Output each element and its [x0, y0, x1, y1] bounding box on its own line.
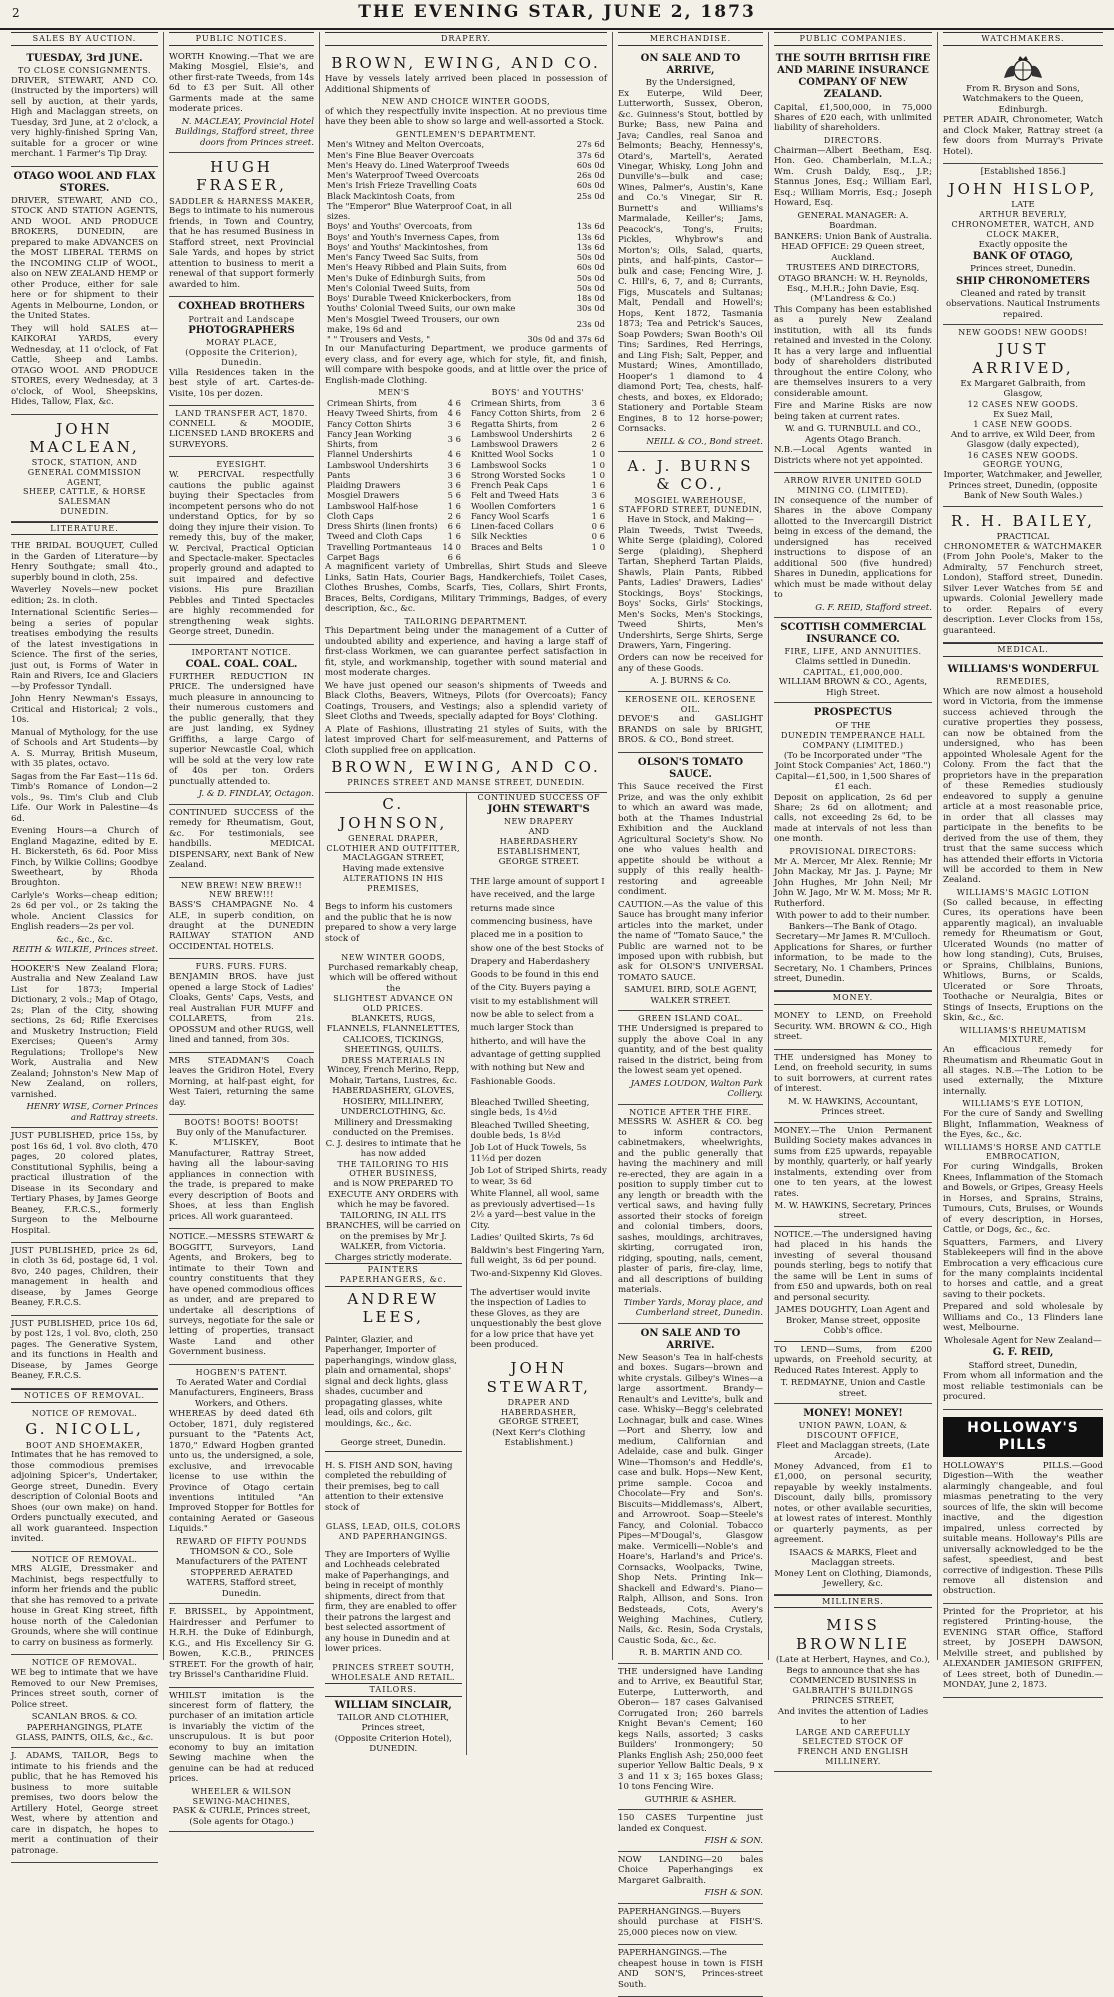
price-value: 18s 0d: [576, 293, 605, 304]
price-item: Boys' and Youths' Mackintoshes, from: [327, 241, 489, 252]
price-row: [325, 242, 607, 252]
advert-coal: IMPORTANT NOTICE. COAL. COAL. COAL. FURTHER REDUCTION IN PRICE. The undersigned have much pleasure in announcing to their numerous customers and the public generally, that they are just landing, ex Sydney Griffiths, a large Cargo of superior Newcastle Coal, which will be sold at the very low rate of 40s per ton. Orders punctually attended to. J. & D. FINDLAY, Octagon.: [169, 645, 314, 805]
price-item: Fancy Wool Scarfs: [471, 510, 549, 521]
advert-arrow-river: ARROW RIVER UNITED GOLD MINING CO. (LIMITED). IN consequence of the number of Shares in the above Company allotted to the Invercargill District being in excess of the demand, the undersigned has received instructions to dispose of an additional 500 (five hundred) Shares in Dunedin, applications for which must be made without delay to G. F. REID, Stafford street.: [774, 473, 932, 618]
price-value: 1 6: [447, 500, 461, 511]
price-value: 1 0: [591, 541, 605, 552]
price-row: [325, 449, 463, 459]
price-item: Cloth Caps: [327, 510, 374, 521]
price-value: 2 6: [591, 408, 605, 419]
advert-turpentine: 150 CASES Turpentine just landed ex Conquest. FISH & SON.: [618, 1810, 763, 1851]
price-value: 5 6: [447, 490, 461, 501]
price-row: [325, 150, 607, 160]
price-item: Fancy Jean Working Shirts, from: [327, 428, 412, 450]
printer-imprint: Printed for the Proprietor, at his registered Printing-house, the EVENING STAR Office, Stafford street, by JOSEPH DAWSON, Melville street, and published by ALEXANDER JAMIESON GRIFFEN, of Lees street, both of Dunedin.—MONDAY, June 2, 1873.: [943, 1604, 1103, 1698]
price-value: 3 6: [447, 459, 461, 470]
price-row: [325, 480, 463, 490]
price-item: Men's Duke of Edinburgh Suits, from: [327, 272, 486, 283]
price-value: 50s 0d: [576, 272, 605, 283]
price-row: [325, 201, 607, 222]
price-row: [469, 398, 607, 408]
price-value: 27s 6d: [576, 139, 605, 150]
price-value: 3 6: [591, 490, 605, 501]
price-value: 4 6: [447, 398, 461, 409]
price-item: Crimean Shirts, from: [471, 398, 561, 409]
advert-asher: NOTICE AFTER THE FIRE. MESSRS W. ASHER & CO. beg to inform contractors, cabinetmakers, wheelwrights, and the public generally that having the machinery and mill re-erected, they are again in a position to supply timber cut to any length or breadth with the vertical saws, and having fully assorted their stocks of foreign and colonial timbers, doors, sashes, mouldings, architraves, skirting, corrugated iron, ridging, spouting, nails, cement, plaster of paris, fire-clay, lime, and all descriptions of building materials. Timber Yards, Moray place, and Cumberland street, Dunedin.: [618, 1105, 763, 1324]
price-row: [325, 521, 463, 531]
advert-maclean: JOHN MACLEAN, STOCK, STATION, AND GENERAL COMMISSION AGENT, SHEEP, CATTLE, & HORSE SALESMAN DUNEDIN.: [11, 415, 158, 522]
price-row: [469, 490, 607, 500]
price-item: Dress Shirts (linen fronts): [327, 521, 438, 532]
price-value: 1 6: [591, 510, 605, 521]
list-item: Ladies' Quilted Skirts, 7s 6d: [470, 1233, 594, 1244]
price-item: Silk Neckties: [471, 531, 528, 542]
advert-remedy: CONTINUED SUCCESS of the remedy for Rheumatism, Gout, &c. For testimonials, see handbills. MEDICAL DISPENSARY, next Bank of New Zealand.: [169, 805, 314, 878]
section-heading-milliners: MILLINERS.: [774, 1595, 932, 1609]
advert-money-2: THE undersigned has Money to Lend, on freehold security, in sums to suit borrowers, at current rates of interest. M. W. HAWKINS, Accountant, Princes street.: [774, 1050, 932, 1123]
list-item: Bleached Twilled Sheeting, double beds, 1s 8½d: [470, 1120, 590, 1141]
price-item: " " Trousers and Vests, ": [327, 334, 431, 345]
advert-adams: J. ADAMS, TAILOR, Begs to intimate to his friends and the public, that he has Removed his business to more suitable premises, two doors below the Artillery Hotel, George street West, where by attention and care in dispatch, he hopes to merit a continuation of their patronage.: [11, 1748, 158, 1863]
advert-algie: NOTICE OF REMOVAL. MRS ALGIE, Dressmaker and Machinist, begs respectfully to inform her friends and the public that she has removed to a private house in Great King street, fifth house north of the Caledonian Grounds, where she will continue to carry on business as formerly.: [11, 1552, 158, 1656]
price-item: Men's Waterproof Tweed Overcoats: [327, 170, 479, 181]
price-value: 3 6: [447, 469, 461, 480]
price-item: Braces and Belts: [471, 541, 543, 552]
list-item: Job Lot of Striped Shirts, ready to wear, 3s 6d: [470, 1166, 607, 1187]
price-row: [325, 470, 463, 480]
price-item: Fancy Cotton Shirts: [327, 418, 412, 429]
price-value: 1 6: [591, 500, 605, 511]
brown-ewing-title: BROWN, EWING, AND CO.: [331, 53, 601, 72]
price-item: Mosgiel Drawers: [327, 490, 400, 501]
price-row: [325, 511, 463, 521]
price-item: Men's Heavy Ribbed and Plain Suits, from: [327, 262, 507, 273]
price-item: Pants: [327, 469, 351, 480]
price-row: [469, 449, 607, 459]
price-value: 1 6: [591, 480, 605, 491]
masthead: [0, 0, 1114, 30]
price-item: Flannel Undershirts: [327, 449, 413, 460]
column-heading: PUBLIC NOTICES.: [169, 32, 314, 46]
price-row: [325, 334, 607, 344]
advert-paperhangings-2: PAPERHANGINGS.—The cheapest house in town is FISH AND SON'S, Princes-street South.: [618, 1945, 763, 1997]
advert-land-transfer: LAND TRANSFER ACT, 1870. CONNELL & MOODIE, LICENSED LAND BROKERS and SURVEYORS.: [169, 406, 314, 457]
price-value: 60s 0d: [576, 262, 605, 273]
price-item: Black Mackintosh Coats, from: [327, 190, 455, 201]
page-title: THE EVENING STAR, JUNE 2, 1873: [358, 2, 756, 22]
advert-hislop: [Established 1856.] JOHN HISLOP, LATE ARTHUR BEVERLY, CHRONOMETER, WATCH, AND CLOCK MAKER, Exactly opposite the BANK OF OTAGO, Princes street, Dunedin. SHIP CHRONOMETERS Cleaned and rated by transit observations. Nautical Instruments repaired.: [943, 164, 1103, 325]
advert-hooker: HOOKER'S New Zealand Flora; Australia and New Zealand Law List for 1873; Imperial Dictionary, 2 vols.; Map of Otago, 2s; Plan of the City, showing sections, 2s 6d; Rifle Exercises and Musketry Instruction; Field Exercises; Queen's Army Regulations; Trollope's New Work, Australia and New Zealand; Johnston's New Map of New Zealand, on rollers, varnished. HENRY WISE, Corner Princes and Rattray streets.: [11, 961, 158, 1128]
section-heading-tailors: TAILORS.: [325, 1683, 462, 1697]
advert-union-pawn: MONEY! MONEY! UNION PAWN, LOAN, & DISCOUNT OFFICE, Fleet and Maclaggan streets, (Late Arcade). Money Advanced, from £1 to £1,000, on personal security, repayable by weekly instalments. Discount, daily bills, promissory notes, or other available securities, at lowest rates of interest. Monthly or quarterly payments, as per agreement. ISAACS & MARKS, Fleet and Maclaggan streets. Money Lent on Clothing, Diamonds, Jewellery, &c.: [774, 1404, 932, 1594]
price-row: [325, 314, 607, 335]
price-row: [325, 283, 607, 293]
price-value: 50s 0d: [576, 252, 605, 263]
price-row: [325, 293, 607, 303]
price-row: [469, 521, 607, 531]
advert-coach: MRS STEADMAN'S Coach leaves the Gridiron Hotel, Every Morning, at half-past eight, for West Taieri, returning the same day.: [169, 1053, 314, 1115]
advert-money-3: MONEY.—The Union Permanent Building Society makes advances in sums from £25 upwards, repayable by monthly, quarterly, or half yearly instalments, extending over from one to ten years, at the lowest rates. M. W. HAWKINS, Secretary, Princes street.: [774, 1123, 932, 1227]
price-value: 13s 6d: [576, 221, 605, 232]
advert-brissel: F. BRISSEL, by Appointment, Hairdresser and Perfumer to H.R.H. the Duke of Edinburgh, K.G., and His Excellency Sir G. Bowen, K.C.B., PRINCES STREET. For the growth of hair, try Brissel's Cantharidine Fluid.: [169, 1604, 314, 1687]
advert-brown-ewing: BROWN, EWING, AND CO. Have by vessels lately arrived been placed in possession of Additional Shipments of NEW AND CHOICE WINTER GOODS, of which they respectfully invite inspection. At no previous time have they been able to show so large and well-assorted a Stock. GENTLEMEN'S DEPARTMENT. Men's Witney and Melton Overcoats, 27s 6d Men's Fine Blue Beaver Overcoats 37s 6d Men's Heavy do. Lined Waterproof Tweeds 60s 0d Men's Waterproof Tweed Overcoats 26s 0d Men's Irish Frieze Travelling Coats 60s 0d Black Mackintosh Coats, from 25s 0d The "Emperor" Blue Waterproof Coat, in all sizes. Boys' and Youths' Overcoats, from 13s 6d Boys' and Youth's Inverness Capes, from 13s 6d Boys' and Youths' Mackintoshes, from 13s 6d Men's Fancy Tweed Sac Suits, from 50s 0d Men's Heavy Ribbed and Plain Suits, from 60s 0d Men's Duke of Edinburgh Suits, from 50s 0d Men's Colonial Tweed Suits, from 50s 0d Boys' Durable Tweed Knickerbockers, from 18s 0d Youths' Colonial Tweed Suits, our own make 30s 0d Men's Mosgiel Tweed Trousers, our own make, 19s 6d and 23s 0d " " Trousers and Vests, " 30s 0d and 37s 6d In our Manufacturing Department, we produce garments of every class, and for every age, which for style, fit, and finish, will compare with bespoke goods, and at little over the price of English-made Clothing. MEN'S Crimean Shirts, from 4 6 Heavy Tweed Shirts, from 4 6 Fancy Cotton Shirts 3 6 Fancy Jean Working Shirts, from 3 6 Flannel Undershirts 4 6 Lambswool Undershirts 3 6 Pants 3 6 Plaiding Drawers 3 6 Mosgiel Drawers 5 6 Lambswool Half-hose 1 6 Cloth Caps 2 6 Dress Shirts (linen fronts) 6 6 Tweed and Cloth Caps 1 6 Travelling Portmanteaus 14 0 Carpet Bags 6 6 BOYS' and YOUTHS' Crimean Shirts, from 3 6 Fancy Cotton Shirts, from 2 6 Regatta Shirts, from 2 6 Lambswool Undershirts 2 6 Lambswool Drawers 2 6 Knitted Wool Socks 1 0 Lambswool Socks 1 0 Strong Worsted Socks 1 0 French Peak Caps 1 6 Felt and Tweed Hats 3 6 Woollen Comforters 1 6 Fancy Wool Scarfs 1 6 Linen-faced Collars 0 6 Silk Neckties 0 6 Braces and Belts 1 0 A magnificent variety of Umbrellas, Shirt Studs and Sleeve Links, Satin Hats, Courier Bags, Handkerchiefs, Toilet Cases, Clothes Brushes, Combs, Scarfs, Ties, Collars, Shirt Fronts, Braces, Belts, Cordigans, Military Trimmings, Badges, of every description, &c., &c. TAILORING DEPARTMENT. This Department being under the management of a Cutter of undoubted ability and experience, and having a large staff of first-class Workmen, we can guarantee perfect satisfaction in fit, style, and workmanship, together with sound material and most moderate charges. We have just opened our season's shipments of Tweeds and Black Cloths, Beavers, Witneys, Pilots (for Overcoats); Fancy Coatings, Trousers, and Vestings; also a splendid variety of Sleet Cloths and Tweeds, specially adapted for Boys' Clothing. A Plate of Fashions, illustrating 21 styles of Suits, with the latest improved Chart for self-measurement, and Patterns of Cloth supplied free on application. BROWN, EWING, AND CO. PRINCES STREET AND MANSE STREET, DUNEDIN.: [325, 49, 607, 793]
price-item: Lambswool Undershirts: [327, 459, 429, 470]
boys-price-list: [469, 398, 607, 552]
price-row: [325, 160, 607, 170]
advert-brownlie: MISS BROWNLIE (Late at Herbert, Haynes, and Co.), Begs to announce that she has COMMENCED BUSINESS in GALBRAITH'S BUILDINGS PRINCES STREET, And invites the attention of Ladies to her LARGE AND CAREFULLY SELECTED STOCK OF FRENCH AND ENGLISH MILLINERY.: [774, 1611, 932, 1771]
price-row: [325, 221, 607, 231]
advert-south-british: THE SOUTH BRITISH FIRE AND MARINE INSURANCE COMPANY OF NEW ZEALAND. Capital, £1,500,000, in 75,000 Shares of £20 each, with unlimited liability of shareholders. DIRECTORS. Chairman—Albert Beetham, Esq. Hon. Geo. Chamberlain, M.L.A.; Wm. Crush Daldy, Esq., J.P.; Stannus Jones, Esq.; William Earl, Esq.; William Morris, Esq.; Joseph Howard, Esq. GENERAL MANAGER: A. Boardman. BANKERS: Union Bank of Australia. HEAD OFFICE: 29 Queen street, Auckland. TRUSTEES AND DIRECTORS, OTAGO BRANCH: W. H. Reynolds, Esq., M.H.R.; John Davie, Esq. (M'Landress & Co.) This Company has been established as a purely New Zealand institution, with all its funds retained and invested in the Colony. It has a very large and influential body of shareholders distributed throughout the entire Colony, who are themselves insurers to a very considerable amount. Fire and Marine Risks are now being taken at current rates. W. and G. TURNBULL and CO., Agents Otago Branch. N.B.—Local Agents wanted in Districts where not yet appointed.: [774, 49, 932, 473]
price-row: [469, 460, 607, 470]
price-value: 3 6: [447, 418, 461, 429]
advert-just-published-2: JUST PUBLISHED, price 2s 6d, in cloth 3s 6d, postage 6d, 1 vol. 8vo, 240 pages, Children, their management in health and disease, by James George Beaney, F.R.C.S.: [11, 1243, 158, 1316]
price-row: [325, 408, 463, 418]
price-item: Plaiding Drawers: [327, 480, 401, 491]
price-item: Knitted Wool Socks: [471, 449, 554, 460]
price-row: [469, 511, 607, 521]
price-item: Heavy Tweed Shirts, from: [327, 408, 438, 419]
price-value: 60s 0d: [576, 180, 605, 191]
price-row: [325, 460, 463, 470]
price-row: [325, 191, 607, 201]
column-merchandise: [613, 32, 769, 1990]
price-row: [325, 419, 463, 429]
list-item: Job Lot of Huck Towels, 5s 11½d per dozen: [470, 1143, 587, 1164]
price-item: Men's Irish Frieze Travelling Coats: [327, 180, 477, 191]
price-row: [325, 531, 463, 541]
advert-bailey: R. H. BAILEY, PRACTICAL CHRONOMETER & WATCHMAKER (From John Poole's, Maker to the Admiralty, 57 Fenchurch street, London), Stafford street, Dunedin. Silver Lever Watches from 5£ and upwards. Colonial Jewellery made to order. Repairs of every description. Lever Clocks from 15s, guaranteed.: [943, 507, 1103, 643]
price-value: 37s 6d: [576, 149, 605, 160]
price-row: [325, 252, 607, 262]
price-item: Lambswool Undershirts: [471, 428, 573, 439]
price-value: 6 6: [447, 551, 461, 562]
price-row: [325, 501, 463, 511]
price-row: [325, 262, 607, 272]
column-watchmakers-medical: [938, 32, 1108, 1691]
price-value: 26s 0d: [576, 170, 605, 181]
price-item: Linen-faced Collars: [471, 521, 554, 532]
price-value: 2 6: [591, 418, 605, 429]
price-value: 30s 0d and 37s 6d: [527, 334, 605, 345]
advert-macleay: WORTH Knowing.—That we are Making Mosgiel, Elsie's, and other first-rate Tweeds, from 14s 6d to £3 per Suit. All other Garments made at the same moderate prices. N. MACLEAY, Provincial Hotel Buildings, Stafford street, three doors from Princes street.: [169, 49, 314, 153]
advert-new-brew: NEW BREW! NEW BREW!! NEW BREW!!! BASS'S CHAMPAGNE No. 4 ALE, in superb condition, on draught at the DUNEDIN RAILWAY STATION AND OCCIDENTAL HOTELS.: [169, 878, 314, 960]
advert-holloway: HOLLOWAY'S PILLS HOLLOWAY'S PILLS.—Good Digestion—With the weather alarmingly changeable, and foul miasmas penetrating to the very sources of life, the skin will become inactive, and the digestion impaired, unless corrected by suitable means. Holloway's Pills are universally acknowledged to be the safest, speediest, and best corrective of indigestion. These Pills remove all distension and obstruction.: [943, 1410, 1103, 1604]
price-row: [325, 139, 607, 149]
section-heading-money: MONEY.: [774, 991, 932, 1005]
price-value: [525, 201, 607, 222]
price-row: [325, 490, 463, 500]
price-item: Boys' and Youths' Overcoats, from: [327, 221, 473, 232]
advert-money-4: NOTICE.—The undersigned having had placed in his hands the investing of several thousand pounds sterling, begs to notify that the same will be Lent in sums of from £50 and upwards, both on real and personal security. JAMES DOUGHTY, Loan Agent and Broker, Manse street, opposite Cobb's office.: [774, 1227, 932, 1342]
advert-auction: TUESDAY, 3rd JUNE. TO CLOSE CONSIGNMENTS. DRIVER, STEWART, AND CO. (instructed by the importers) will sell by auction, at their yards, High and Maclaggan streets, on Tuesday, 3rd June, at 2 o'clock, a very highly-finished Spring Van, suitable for a grocer or wine merchant. 1 Farmer's Tip Dray.: [11, 49, 158, 167]
price-value: 30s 0d: [576, 303, 605, 314]
column-heading: DRAPERY.: [325, 32, 607, 46]
list-item: White Flannel, all wool, same as previously advertised—1s 2½ a yard—best value in the City.: [470, 1189, 600, 1231]
column-public-notices: [164, 32, 320, 1827]
price-value: 14 0: [442, 541, 461, 552]
price-item: Fancy Cotton Shirts, from: [471, 408, 581, 419]
advert-furs: FURS. FURS. FURS. BENJAMIN BROS. have just opened a large Stock of Ladies' Cloaks, Gents' Caps, Vests, and real Australian FUR MUFF and COLLARETS, from 21s. OPOSSUM and other RUGS, well lined and tanned, from 30s.: [169, 959, 314, 1052]
column-public-companies: [769, 32, 938, 1766]
holloway-banner: HOLLOWAY'S PILLS: [943, 1417, 1103, 1457]
price-value: 50s 0d: [576, 282, 605, 293]
columns: [6, 32, 1108, 1990]
advert-money-5: TO LEND—Sums, from £200 upwards, on Freehold security, at Reduced Rates Interest. Apply to T. REDMAYNE, Union and Castle street.: [774, 1342, 932, 1404]
advert-fraser: HUGH FRASER, SADDLER & HARNESS MAKER, Begs to intimate to his numerous friends, in Town and Country, that he has resumed Business in Stafford street, next Provincial Sale Yards, and hopes by strict attention to business to merit a renewal of that support formerly awarded to him.: [169, 153, 314, 297]
advert-williams-remedies: WILLIAMS'S WONDERFUL REMEDIES, Which are now almost a household word in Victoria, from the immense success achieved through the curative properties they possess, can now be obtained from the undersigned, who has been appointed Wholesale Agent for the Colony. From the fact that the proprietors have in the preparation of these Remedies studiously endeavored to supply a genuine article at a most reasonable price, in order that all classes may participate in the benefits to be derived from the use of them, they trust that the same success which has attended their efforts in Victoria will be accorded to them in New Zealand. WILLIAMS'S MAGIC LOTION (So called because, in effecting Cures, its operations have been apparently magical), an invaluable remedy for Rheumatism or Gout, Ulcerated Wounds (no matter of how long standing), Cuts, Bruises, or Sprains, Chilblains, Bunions, Whitlows, Burns, or Scalds, Ulcerated or Sore Throats, Toothache or Neuralgia, Bites or Stings of Insects, Eruptions on the Skin, &c., &c. WILLIAMS'S RHEUMATISM MIXTURE, An efficacious remedy for Rheumatism and Rheumatic Gout in all stages. N.B.—The Lotion to be used externally, the Mixture internally. WILLIAMS'S EYE LOTION, For the cure of Sandy and Swelling Blight, Inflammation, Weakness of the Eyes, &c., &c. WILLIAMS'S HORSE AND CATTLE EMBROCATION, For curing Windgalls, Broken Knees, Inflammation of the Stomach and Bowels, or Gripes, Greasy Heels in Horses, and Sprains, Strains, Tumours, Cuts, Bruises, or Wounds of every description, in Horses, Cattle, or Dogs, &c., &c. Squatters, Farmers, and Livery Stablekeepers will find in the above Embrocation a very efficacious cure for the many complaints incidental to horses and cattle, and a great saving to their pockets. Prepared and sold wholesale by Williams and Co., 13 Flinders lane west, Melbourne. Wholesale Agent for New Zealand— G. F. REID, Stafford street, Dunedin, From whom all information and the most reliable testimonials can be procured.: [943, 660, 1103, 1410]
price-item: Travelling Portmanteaus: [327, 541, 432, 552]
price-row: [325, 303, 607, 313]
price-item: Tweed and Cloth Caps: [327, 531, 423, 542]
page-number: 2: [12, 6, 20, 20]
advert-literature: THE BRIDAL BOUQUET, Culled in the Garden of Literature—by Henry Southgate; small 4to., superbly bound in cloth, 25s. Waverley Novels—new pocket edition; 2s. in cloth. International Scientific Series—being a series of popular treatises embodying the results of the latest investigations in Science. The first of the series, just out, is Forms of Water in Rain and Rivers, Ice and Glaciers—by Professor Tyndall. John Henry Newman's Essays, Critical and Historical; 2 vols., 10s. Manual of Mythology, for the use of Schools and Art Students—by A. S. Murray, British Museum, with 35 plates, octavo. Sagas from the Far East—11s 6d. Timb's Romance of London—2 vols., 9s. Tim's Club and Club Life. Our Work in Palestine—4s 6d. Evening Hours—a Church of England Magazine, edited by E. H. Bickersteth, 6s 6d. Poor Miss Finch, by Wilkie Collins; Goodbye Sweetheart, by Rhoda Broughton. Carlyle's Works—cheap edition; 2s 6d per vol., or 2s taking the whole. Ancient Classics for English readers—2s per vol. &c., &c., &c. REITH & WILKIE, Princes street.: [11, 538, 158, 960]
column-heading: MERCHANDISE.: [618, 32, 763, 46]
advert-wool-stores: OTAGO WOOL AND FLAX STORES. DRIVER, STEWART, AND CO., STOCK AND STATION AGENTS, AND WOOL AND PRODUCE BROKERS, DUNEDIN, are prepared to make ADVANCES on the MOST LIBERAL TERMS on the INCOMING CLIP of WOOL, also on NEW ZEALAND HEMP or other Produce, either for sale here or for shipment to their Agents in Melbourne, London, or the United States. They will hold SALES at— KAIKORAI YARDS, every Wednesday, at 11 o'clock, of Fat Cattle, Sheep and Lambs. OTAGO WOOL AND PRODUCE STORES, every Wednesday, at 3 o'clock, of Wool, Sheepskins, Hides, Tallow, Flax, &c.: [11, 167, 158, 415]
advert-coxhead: COXHEAD BROTHERS Portrait and Landscape PHOTOGRAPHERS MORAY PLACE, (Opposite the Criterion), Dunedin. Villa Residences taken in the best style of art. Cartes-de-Visite, 10s per dozen.: [169, 297, 314, 406]
price-row: [469, 542, 607, 552]
price-value: 3 6: [447, 480, 461, 491]
price-value: 4 6: [447, 408, 461, 419]
price-item: Boys' Durable Tweed Knickerbockers, from: [327, 293, 512, 304]
price-item: Felt and Tweed Hats: [471, 490, 559, 501]
price-value: 1 6: [447, 531, 461, 542]
price-value: 13s 6d: [576, 241, 605, 252]
price-row: [469, 470, 607, 480]
section-heading-removal: NOTICES OF REMOVAL.: [11, 1389, 158, 1403]
mens-price-list: [325, 398, 463, 562]
price-value: 6 6: [447, 521, 461, 532]
price-row: [469, 419, 607, 429]
gents-price-list: [325, 139, 607, 344]
advert-john-stewart: CONTINUED SUCCESS OF JOHN STEWART'S NEW DRAPERY AND HABERDASHERY ESTABLISHMENT, GEORGE STREET. THE large amount of support I have received, and the large returns made since commencing business, have placed me in a position to show one of the best Stocks of Drapery and Haberdashery Goods to be found in this end of the City. Buyers paying a visit to my establishment will now be able to select from a much larger Stock than hitherto, and will have the advantage of getting supplied with nothing but New and Fashionable Goods. Bleached Twilled Sheeting, single beds, 1s 4½d Bleached Twilled Sheeting, double beds, 1s 8½d Job Lot of Huck Towels, 5s 11½d per dozen Job Lot of Striped Shirts, ready to wear, 3s 6d White Flannel, all wool, same as previously advertised—1s 2½ a yard—best value in the City. Ladies' Quilted Skirts, 7s 6d Baldwin's best Fingering Yarn, full weight, 3s 6d per pound. Two-and-Sixpenny Kid Gloves. The advertiser would invite the inspection of Ladies to these Gloves, as they are unquestionably the best glove for a low price that have yet been produced. JOHN STEWART, DRAPER AND HABERDASHER, GEORGE STREET, (Next Kerr's Clothing Establishment.): [470, 793, 607, 1449]
advert-burns: A. J. BURNS & CO., MOSGIEL WAREHOUSE, STAFFORD STREET, DUNEDIN, Have in Stock, and Making— Plain Tweeds, Twist Tweeds, White Serge (plaiding), Colored Serge (plaiding), Shepherd Tartan, Shepherd Tartan Plaids, Shawls, Plain Pants, Ribbed Pants, Ladies' Drawers, Ladies' Stockings, Boys' Stockings, Boys' Socks, Girls' Stockings, Men's Socks, Men's Stockings, Tweed Shirts, Men's Undershirts, Serge Shirts, Serge Drawers, Yarn, Fingering. Orders can now be received for any of these Goods. A. J. BURNS & Co.: [618, 452, 763, 692]
price-value: 3 6: [591, 398, 605, 409]
stewart-price-list: [471, 1098, 608, 1280]
price-row: [325, 552, 463, 562]
price-value: 13s 6d: [576, 231, 605, 242]
price-item: Men's Heavy do. Lined Waterproof Tweeds: [327, 159, 510, 170]
price-row: [325, 398, 463, 408]
price-value: 4 6: [447, 449, 461, 460]
advert-martin: ON SALE AND TO ARRIVE. New Season's Tea in half-chests and boxes. Sugars—brown and white crystals. Gilbey's Wines—a large assortment. Brandy—Renault's and Levitte's, bulk and case. Whisky—Begg's celebrated Lochnagar, bulk and case. Wines—Port and Sherry, low and medium, Californian and Adelaide, case and bulk. Ginger Wine—Thomson's and Heddle's, case and bulk. Hops—New Kent, prime sample. Cocoa and Chocolate—Fry and Son's. Biscuits—Middlemass's, Albert, and Arrowroot. Soap—Steele's Fancy, and Colonial. Tobacco Pipes—M'Dougal's, Glasgow make. Vermicelli—Noble's and Hoare's, Harland's and Price's. Cornsacks, Woolpacks, Twine, Shop Nets. Printing Ink—Shackell and Edward's. Piano—Ralph, Allison, and Sons. Iron Bedsteads, Cots, Avery's Weighing Machines, Cutlery, Nails, &c. Resin, Soda Crystals, Caustic Soda, &c., &c. R. B. MARTIN AND CO.: [618, 1324, 763, 1664]
advert-hogben: HOGBEN'S PATENT. To Aerated Water and Cordial Manufacturers, Engineers, Brass Workers, and Others. WHEREAS by deed dated 6th October, 1871, duly registered pursuant to the "Patents Act, 1870," Edward Hogben granted unto us, the undersigned, a sole, exclusive, and irrevocable license to use within the Province of Otago certain inventions intituled "An Improved Stopper for Bottles for containing Aerated or Gaseous Liquids." REWARD OF FIFTY POUNDS THOMSON & CO., Sole Manufacturers of the PATENT STOPPERED AERATED WATERS, Stafford street, Dunedin.: [169, 1365, 314, 1604]
column-heading: SALES BY AUCTION.: [11, 32, 158, 46]
royal-crest-icon: [1000, 54, 1046, 82]
advert-eyesight: EYESIGHT. W. PERCIVAL respectfully cautions the public against buying their Spectacles from incompetent persons who do not understand Optics, for by so doing they injure their vision. To remedy this, buy of the maker, W. Percival, Practical Optician and Spectacle-maker. Spectacles properly ground and adapted to suit impaired and defective visions. His pure Brazilian Pebbles and Tinted Spectacles are highly recommended for strengthening weak sights. George street, Dunedin.: [169, 457, 314, 645]
list-item: Two-and-Sixpenny Kid Gloves.: [470, 1268, 603, 1279]
price-value: 2 6: [447, 510, 461, 521]
advert-just-published-3: JUST PUBLISHED, price 10s 6d, by post 12s, 1 vol. 8vo, cloth, 250 pages. The Generative System, and its functions in Health and Disease, by James George Beaney, F.R.C.S.: [11, 1316, 158, 1389]
advert-now-landing: NOW LANDING—20 bales Choice Paperhangings ex Margaret Galbraith. FISH & SON.: [618, 1852, 763, 1904]
price-row: [325, 180, 607, 190]
price-value: 0 6: [591, 521, 605, 532]
price-row: [469, 531, 607, 541]
advert-scottish-commercial: SCOTTISH COMMERCIAL INSURANCE CO. FIRE, LIFE, AND ANNUITIES. Claims settled in Dunedin. CAPITAL, £1,000,000. WILLIAM BROWN & CO., Agents, High Street.: [774, 618, 932, 703]
price-item: Regatta Shirts, from: [471, 418, 558, 429]
price-value: 2 6: [591, 439, 605, 450]
advert-paperhangings-1: PAPERHANGINGS.—Buyers should purchase at FISH'S. 25,000 pieces now on view.: [618, 1904, 763, 1945]
price-value: 23s 0d: [576, 318, 605, 329]
advert-johnson: C. JOHNSON, GENERAL DRAPER, CLOTHIER AND OUTFITTER, MACLAGGAN STREET, Having made extensive ALTERATIONS IN HIS PREMISES, Begs to inform his customers and the public that he is now prepared to show a very large stock of NEW WINTER GOODS, Purchased remarkably cheap, which will be offered without the SLIGHTEST ADVANCE ON OLD PRICES. BLANKETS, RUGS, FLANNELS, FLANNELETTES, CALICOES, TICKINGS, SHEETINGS, QUILTS. DRESS MATERIALS IN Wincey, French Merino, Repp, Mohair, Tartans, Lustres, &c. HABERDASHERY, GLOVES, HOSIERY, MILLINERY, UNDERCLOTHING, &c. Millinery and Dressmaking conducted on the Premises. C. J. desires to intimate that he has now added THE TAILORING TO HIS OTHER BUSINESS, and is NOW PREPARED TO EXECUTE ANY ORDERS with which he may be favored. TAILORING, IN ALL ITS BRANCHES, will be carried on on the premises by Mr J. WALKER, from Victoria. Charges strictly moderate. PAINTERS PAPERHANGERS, &c. ANDREW LEES, Painter, Glazier, and Paperhanger, Importer of paperhangings, window glass, plain and ornamental, shops' signal and deck lights, glass shades, cucumber and propagating glasses, white lead, oils and colors, gilt mouldings, &c., &c. George street, Dunedin. H. S. FISH AND SON, having completed the rebuilding of their premises, beg to call attention to their extensive stock of GLASS, LEAD, OILS, COLORS AND PAPERHANGINGS. They are Importers of Wyllie and Lochheads celebrated make of Paperhangings, and being in receipt of monthly shipments, direct from that firm, they are enabled to offer their patrons the largest and best selected assortment of any house in Dunedin and at lower prices. PRINCES STREET SOUTH, WHOLESALE AND RETAIL. TAILORS. WILLIAM SINCLAIR, TAILOR AND CLOTHIER, Princes street, (Opposite Criterion Hotel), DUNEDIN.: [325, 793, 467, 1754]
price-row: [469, 408, 607, 418]
price-value: 0 6: [591, 531, 605, 542]
price-item: French Peak Caps: [471, 480, 548, 491]
section-heading-medical: MEDICAL.: [943, 643, 1103, 657]
advert-green-island-coal: GREEN ISLAND COAL. THE Undersigned is prepared to supply the above Coal in any quantity, and of the best quality raised in the district, being from the lowest seam yet opened. JAMES LOUDON, Walton Park Colliery.: [618, 1011, 763, 1104]
column-sales-literature: [6, 32, 164, 1856]
price-row: [469, 429, 607, 439]
column-heading: WATCHMAKERS.: [943, 32, 1103, 46]
advert-guthrie-asher: THE undersigned have Landing and to Arrive, ex Beautiful Star, Euterpe, Lutterworth, and Oberon— 187 cases Galvanised Corrugated Iron; 260 barrels Knight Bevan's Cement; 160 kegs Nails, assorted; 3 casks Builders' Ironmongery; 50 Planks English Ash; 250,000 feet superior Yellow Baltic Deals, 9 x 3 and 11 x 3; 165 boxes Glass; 10 tons Fencing Wire. GUTHRIE & ASHER.: [618, 1664, 763, 1810]
section-heading-painters: PAINTERS PAPERHANGERS, &c.: [325, 1263, 462, 1287]
price-item: Lambswool Drawers: [471, 439, 558, 450]
advert-money-1: MONEY to LEND, on Freehold Security. WM. BROWN & CO., High street.: [774, 1008, 932, 1049]
price-item: Lambswool Socks: [471, 459, 547, 470]
price-row: [325, 273, 607, 283]
price-item: The "Emperor" Blue Waterproof Coat, in all sizes.: [327, 200, 512, 222]
price-item: Youths' Colonial Tweed Suits, our own make: [327, 303, 516, 314]
price-row: [469, 501, 607, 511]
price-row: [469, 480, 607, 490]
advert-kerosene: KEROSENE OIL. KEROSENE OIL. DEVOE'S and GASLIGHT BRANDS on sale by BRIGHT, BROS. & CO., Bond street.: [618, 692, 763, 753]
price-item: Boys' and Youth's Inverness Capes, from: [327, 231, 500, 242]
price-item: Men's Witney and Melton Overcoats,: [327, 139, 485, 150]
price-item: Men's Mosgiel Tweed Trousers, our own make, 19s 6d and: [327, 313, 500, 334]
advert-boots: BOOTS! BOOTS! BOOTS! Buy only of the Manufacturer. K. M'LISKEY, Boot Manufacturer, Rattray Street, having all the labour-saving appliances in connection with the trade, is prepared to make every description of Boots and Shoes, at less than English prices. All work guaranteed.: [169, 1115, 314, 1229]
advert-neill: ON SALE AND TO ARRIVE, By the Undersigned, Ex Euterpe, Wild Deer, Lutterworth, Sussex, Oberon, &c. Guinness's Stout, bottled by Burke; Bass, new Paina and Java; Candles, real Sanoa and Belmonts; Beachy, Hennessy's, Otard's, Martell's, Aerated Vinegar, Whisky, Long John and Dunville's—bulk and case; Wines, Palmer's, Austin's, Kane and Co.'s Vinegar, Sir R. Burnett's and Williams's Marmalade, Keiller's; Jams, Peacock's, Tong's, Fruits; Pickles, Whybrow's and Morton's; Oils, Salad, quarts, pints, and half-pints, Castor—bulk and case; Fencing Wire, J. C. Hill's, 6, 7, and 8; Currants, Figs, Muscatels and Sultanas; Malt, Pendall and Howell's; Hops, Kent 1872, Tasmania 1873; Tea and Petrick's Sauces, Soap Powders; Swan Booth's Oil Tins; Sardines, Red Herrings, and Ling Fish; Salt, Pepper, and Mustard; Wines, Amontillado, Hooper's 1 diamond to 4 diamond Port; Tea, chests, half-chests, and boxes, ex Eldorado; Stationery and Portable Steam Engines, 8 to 12 horse-power; Cornsacks. NEILL & CO., Bond street.: [618, 49, 763, 452]
advert-sewing-machines: WHILST imitation is the sincerest form of flattery, the purchaser of an imitation article is invariably the victim of the unscrupulous. It is but poor economy to buy an imitation Sewing machine when the genuine can be had at reduced prices. WHEELER & WILSON SEWING-MACHINES, PASK & CURLE, Princes street, (Sole agents for Otago.): [169, 1688, 314, 1833]
advert-scanlan: NOTICE OF REMOVAL. WE beg to intimate that we have Removed to our New Premises, Princes street south, corner of Police street. SCANLAN BROS. & CO. PAPERHANGINGS, PLATE GLASS, PAINTS, OILS, &c., &c.: [11, 1655, 158, 1748]
advert-nicoll: NOTICE OF REMOVAL. G. NICOLL, BOOT AND SHOEMAKER, Intimates that he has removed to those commodious premises adjoining Spicer's, Undertaker, George street, Dunedin. Every description of Colonial Boots and Shoes (our own make) on hand. Orders punctually executed, and all work guaranteed. Inspection invited.: [11, 1406, 158, 1552]
column-drapery: [320, 32, 613, 1755]
advert-adair: From R. Bryson and Sons, Watchmakers to the Queen, Edinburgh. PETER ADAIR, Chronometer, Watch and Clock Maker, Rattray street (a few doors from Murray's Private Hotel).: [943, 49, 1103, 164]
price-value: 2 6: [591, 428, 605, 439]
price-value: 3 6: [447, 434, 461, 445]
price-item: Men's Fancy Tweed Sac Suits, from: [327, 252, 479, 263]
price-item: Crimean Shirts, from: [327, 398, 417, 409]
advert-george-young: NEW GOODS! NEW GOODS! JUST ARRIVED, Ex Margaret Galbraith, from Glasgow, 12 CASES NEW GOODS. Ex Suez Mail, 1 CASE NEW GOODS. And to arrive, ex Wild Deer, from Glasgow (daily expected), 16 CASES NEW GOODS. GEORGE YOUNG, Importer, Watchmaker, and Jeweller, Princes street, Dunedin, (opposite Bank of New South Wales.): [943, 325, 1103, 506]
price-item: Men's Colonial Tweed Suits, from: [327, 282, 471, 293]
price-row: [325, 542, 463, 552]
advert-stewart-boggitt: NOTICE.—MESSRS STEWART & BOGGITT, Surveyors, Land Agents, and Brokers, beg to intimate to their Town and country constituents that they have opened commodious offices as under, and are prepared to undertake all descriptions of surveys, negotiate for the sale or letting of properties, transact Waste Land and other Government business.: [169, 1229, 314, 1365]
price-row: [325, 232, 607, 242]
advert-just-published-1: JUST PUBLISHED, price 15s, by post 16s 6d, 1 vol. 8vo cloth, 470 pages, 20 colored plates, Constitutional Syphilis, being a practical illustration of the Disease in its Secondary and Tertiary Phases, by James George Beaney, F.R.C.S., formerly Surgeon to the Melbourne Hospital.: [11, 1128, 158, 1243]
price-value: 60s 0d: [576, 159, 605, 170]
price-row: [325, 170, 607, 180]
advert-tomato-sauce: OLSON'S TOMATO SAUCE. This Sauce received the First Prize, and was the only exhibit to which an award was made, both at the Thames Industrial Exhibition and the Auckland Agricultural Society's Show. No one who values health and appetite should be without a supply of this really health-restoring and agreeable condiment. CAUTION.—As the value of this Sauce has brought many inferior articles into the market, under the name of "Tomato Sauce," the Public are warned not to be imposed upon with rubbish, but ask for OLSON'S UNIVERSAL TOMATO SAUCE. SAMUEL BIRD, SOLE AGENT, WALKER STREET.: [618, 753, 763, 1012]
price-item: Carpet Bags: [327, 551, 380, 562]
section-heading-literature: LITERATURE.: [11, 522, 158, 536]
list-item: Baldwin's best Fingering Yarn, full weight, 3s 6d per pound.: [470, 1245, 605, 1267]
price-item: Strong Worsted Socks: [471, 469, 566, 480]
price-value: 1 0: [591, 449, 605, 460]
price-item: Lambswool Half-hose: [327, 500, 419, 511]
price-value: 1 0: [591, 469, 605, 480]
price-item: Woollen Comforters: [471, 500, 556, 511]
advert-temperance-hall: PROSPECTUS OF THE DUNEDIN TEMPERANCE HALL COMPANY (LIMITED.) (To be Incorporated under "The Joint Stock Companies' Act, 1860.") Capital—£1,500, in 1,500 Shares of £1 each. Deposit on application, 2s 6d per Share; 2s 6d on allotment; and calls, not exceeding 2s 6d, to be made at intervals of not less than one month. PROVISIONAL DIRECTORS: Mr A. Mercer, Mr Alex. Rennie; Mr John Mackay, Mr Jas. J. Payne; Mr John Hughes, Mr John Neil; Mr John W. Jago, Mr W. M. Moss; Mr R. Rutherford. With power to add to their number. Bankers—The Bank of Otago. Secretary—Mr James R. M'Culloch. Applications for Shares, or further information, to be made to the Secretary, No. 1 Chambers, Princes street, Dunedin.: [774, 703, 932, 991]
column-heading: PUBLIC COMPANIES.: [774, 32, 932, 46]
price-value: 25s 0d: [576, 190, 605, 201]
price-item: Men's Fine Blue Beaver Overcoats: [327, 149, 474, 160]
list-item: Bleached Twilled Sheeting, single beds, 1s 4½d: [470, 1097, 590, 1119]
price-value: 1 0: [591, 459, 605, 470]
price-row: [325, 429, 463, 450]
price-row: [469, 439, 607, 449]
